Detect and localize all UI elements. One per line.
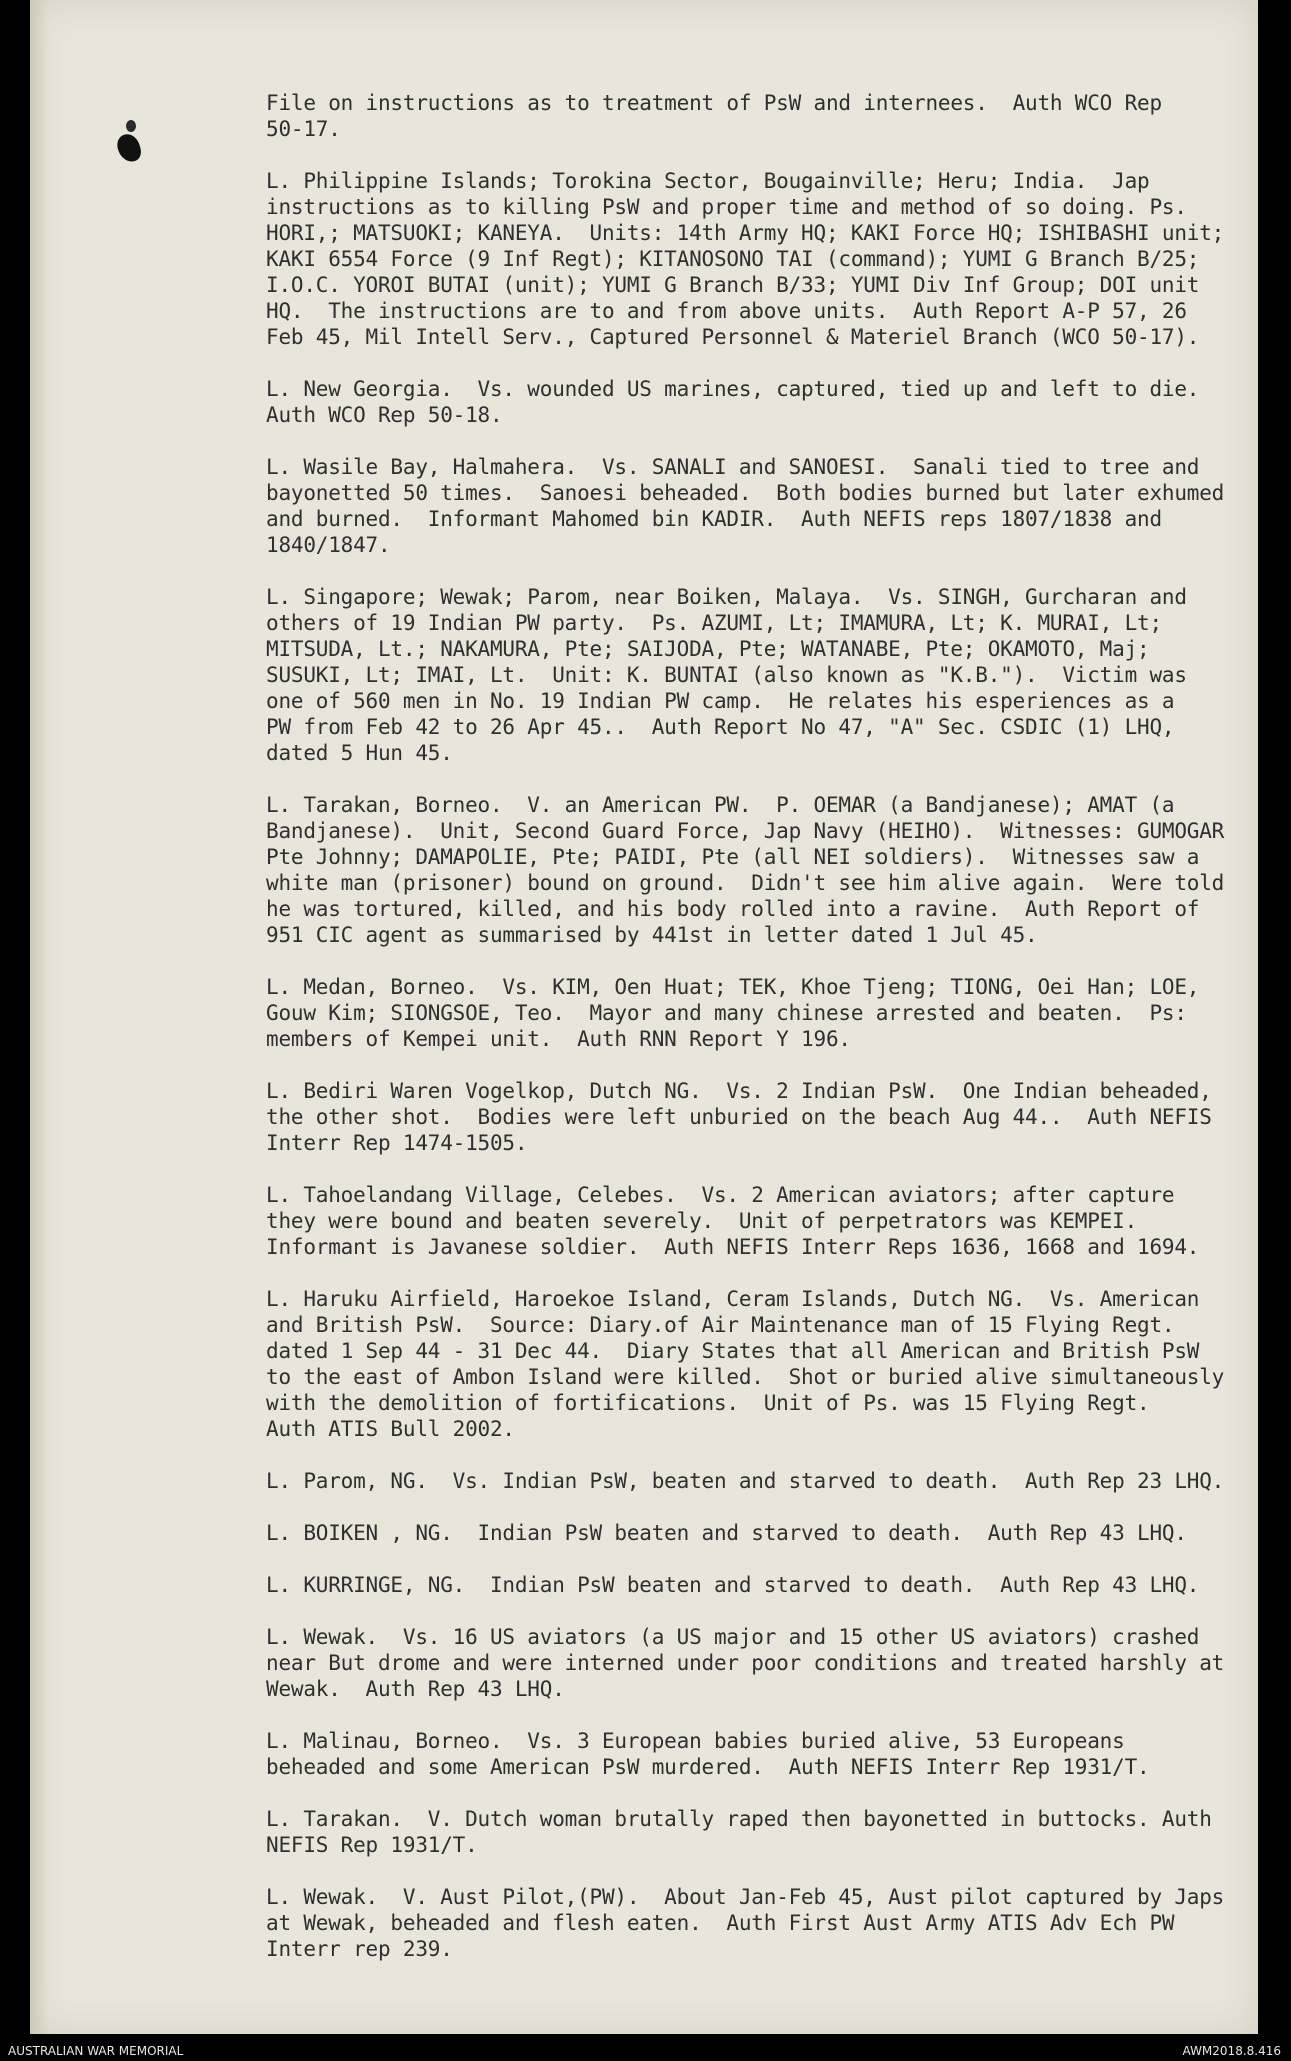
text-line: NEFIS Rep 1931/T. [266,1833,478,1857]
paragraph [266,376,1256,428]
text-line: to the east of Ambon Island were killed. Shot or buried alive simultaneously [266,1365,1225,1389]
text-line: Feb 45, Mil Intell Serv., Captured Personnel & Materiel Branch (WCO 50-17). [266,325,1200,349]
text-line: L. Philippine Islands; Torokina Sector, Bougainville; Heru; India. Jap [266,169,1150,193]
text-line: Interr rep 239. [266,1937,453,1961]
text-line: Auth WCO Rep 50-18. [266,403,503,427]
paragraph [266,1286,1256,1442]
text-line: L. New Georgia. Vs. wounded US marines, captured, tied up and left to die. [266,377,1200,401]
text-line: members of Kempei unit. Auth RNN Report Y 196. [266,1027,851,1051]
paragraph [266,792,1256,948]
paragraph [266,90,1256,142]
text-line: 1840/1847. [266,533,391,557]
text-line: HQ. The instructions are to and from above units. Auth Report A-P 57, 26 [266,299,1187,323]
text-line: dated 5 Hun 45. [266,741,453,765]
text-line: L. Singapore; Wewak; Parom, near Boiken, Malaya. Vs. SINGH, Gurcharan and [266,585,1187,609]
text-line: L. Bediri Waren Vogelkop, Dutch NG. Vs. 2 Indian PsW. One Indian beheaded, [266,1079,1212,1103]
text-line: Bandjanese). Unit, Second Guard Force, Jap Navy (HEIHO). Witnesses: GUMOGAR [266,819,1225,843]
text-line: Gouw Kim; SIONGSOE, Teo. Mayor and many chinese arrested and beaten. Ps: [266,1001,1187,1025]
paragraph [266,974,1256,1052]
text-line: dated 1 Sep 44 - 31 Dec 44. Diary States that all American and British PsW [266,1339,1200,1363]
text-line: 951 CIC agent as summarised by 441st in letter dated 1 Jul 45. [266,923,1038,947]
paragraph [266,1884,1256,1962]
text-line: L. Tahoelandang Village, Celebes. Vs. 2 American aviators; after capture [266,1183,1175,1207]
text-line: Informant is Javanese soldier. Auth NEFIS Interr Reps 1636, 1668 and 1694. [266,1235,1200,1259]
text-line: near But drome and were interned under poor conditions and treated harshly at [266,1651,1225,1675]
text-line: L. Wewak. V. Aust Pilot,(PW). About Jan-Feb 45, Aust pilot captured by Japs [266,1885,1225,1909]
text-line: SUSUKI, Lt; IMAI, Lt. Unit: K. BUNTAI (also known as "K.B."). Victim was [266,663,1187,687]
paragraph [266,1806,1256,1858]
text-line: File on instructions as to treatment of PsW and internees. Auth WCO Rep [266,91,1162,115]
text-line: Interr Rep 1474-1505. [266,1131,528,1155]
paragraph [266,168,1256,350]
text-line: L. Wewak. Vs. 16 US aviators (a US major and 15 other US aviators) crashed [266,1625,1200,1649]
paragraph [266,1572,1256,1598]
text-line: Pte Johnny; DAMAPOLIE, Pte; PAIDI, Pte (all NEI soldiers). Witnesses saw a [266,845,1200,869]
text-line: and burned. Informant Mahomed bin KADIR. Auth NEFIS reps 1807/1838 and [266,507,1162,531]
text-line: PW from Feb 42 to 26 Apr 45.. Auth Report No 47, "A" Sec. CSDIC (1) LHQ, [266,715,1175,739]
text-line: MITSUDA, Lt.; NAKAMURA, Pte; SAIJODA, Pte; WATANABE, Pte; OKAMOTO, Maj; [266,637,1150,661]
paragraph [266,1624,1256,1702]
paragraph [266,1182,1256,1260]
text-line: I.O.C. YOROI BUTAI (unit); YUMI G Branch B/33; YUMI Div Inf Group; DOI unit [266,273,1200,297]
paragraph [266,454,1256,558]
paragraph [266,1520,1256,1546]
page-edge [30,0,48,2034]
text-line: KAKI 6554 Force (9 Inf Regt); KITANOSONO TAI (command); YUMI G Branch B/25; [266,247,1200,271]
text-line: L. Parom, NG. Vs. Indian PsW, beaten and starved to death. Auth Rep 23 LHQ. [266,1469,1225,1493]
text-line: L. Medan, Borneo. Vs. KIM, Oen Huat; TEK, Khoe Tjeng; TIONG, Oei Han; LOE, [266,975,1200,999]
text-line: at Wewak, beheaded and flesh eaten. Auth First Aust Army ATIS Adv Ech PW [266,1911,1175,1935]
punch-hole-small [126,120,136,132]
text-line: others of 19 Indian PW party. Ps. AZUMI, Lt; IMAMURA, Lt; K. MURAI, Lt; [266,611,1162,635]
text-line: L. Malinau, Borneo. Vs. 3 European babies buried alive, 53 Europeans [266,1729,1125,1753]
text-line: beheaded and some American PsW murdered. Auth NEFIS Interr Rep 1931/T. [266,1755,1150,1779]
text-line: L. Wasile Bay, Halmahera. Vs. SANALI and SANOESI. Sanali tied to tree and [266,455,1200,479]
archive-footer [0,2036,1291,2061]
text-line: instructions as to killing PsW and proper time and method of so doing. Ps. [266,195,1187,219]
text-line: L. KURRINGE, NG. Indian PsW beaten and starved to death. Auth Rep 43 LHQ. [266,1573,1200,1597]
text-line: HORI,; MATSUOKI; KANEYA. Units: 14th Army HQ; KAKI Force HQ; ISHIBASHI unit; [266,221,1225,245]
text-line: L. Tarakan, Borneo. V. an American PW. P. OEMAR (a Bandjanese); AMAT (a [266,793,1175,817]
paragraph [266,1728,1256,1780]
text-line: Wewak. Auth Rep 43 LHQ. [266,1677,565,1701]
text-line: one of 560 men in No. 19 Indian PW camp. He relates his esperiences as a [266,689,1175,713]
text-line: he was tortured, killed, and his body rolled into a ravine. Auth Report of [266,897,1200,921]
paragraph [266,1078,1256,1156]
text-line: Auth ATIS Bull 2002. [266,1417,515,1441]
footer-accession-number: AWM2018.8.416 [1182,2044,1281,2058]
text-line: bayonetted 50 times. Sanoesi beheaded. Both bodies burned but later exhumed [266,481,1225,505]
text-line: L. Tarakan. V. Dutch woman brutally raped then bayonetted in buttocks. Auth [266,1807,1212,1831]
text-line: 50-17. [266,117,341,141]
text-line: with the demolition of fortifications. Unit of Ps. was 15 Flying Regt. [266,1391,1150,1415]
text-line: white man (prisoner) bound on ground. Didn't see him alive again. Were told [266,871,1225,895]
text-line: L. Haruku Airfield, Haroekoe Island, Ceram Islands, Dutch NG. Vs. American [266,1287,1200,1311]
footer-institution: AUSTRALIAN WAR MEMORIAL [8,2044,184,2058]
text-line: L. BOIKEN , NG. Indian PsW beaten and starved to death. Auth Rep 43 LHQ. [266,1521,1187,1545]
paragraph [266,1468,1256,1494]
typed-text-body [266,90,1256,1988]
text-line: the other shot. Bodies were left unburied on the beach Aug 44.. Auth NEFIS [266,1105,1212,1129]
paragraph [266,584,1256,766]
text-line: they were bound and beaten severely. Unit of perpetrators was KEMPEI. [266,1209,1138,1233]
text-line: and British PsW. Source: Diary.of Air Maintenance man of 15 Flying Regt. [266,1313,1175,1337]
